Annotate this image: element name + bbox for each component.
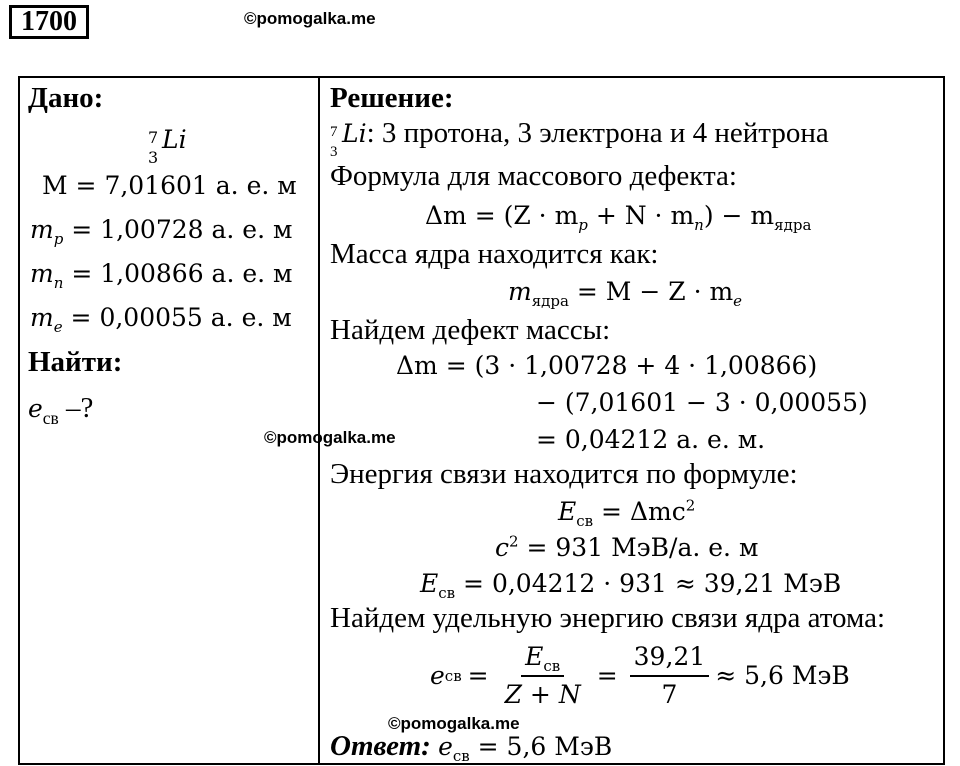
watermark-bottom: ©pomogalka.me: [388, 714, 520, 733]
given-mp: $m_p = 1,00728$ а. е. м: [30, 215, 293, 248]
answer: Ответ: $e_{св} = 5,6$ МэВ: [330, 730, 613, 765]
energy-title: Энергия связи находится по формуле:: [330, 458, 798, 490]
energy-calc: $E_{св} = 0,04212 \cdot 931 \approx 39,21$ МэВ: [420, 569, 842, 602]
energy-formula: $E_{св} = \Delta mc^2$: [558, 496, 696, 530]
given-M: M = 7,01601 а. е. м: [42, 171, 297, 200]
defect-calc-line3: = 0,04212 а. е. м.: [536, 425, 766, 454]
watermark-middle: ©pomogalka.me: [264, 428, 396, 447]
given-mn: $m_n = 1,00866$ а. е. м: [30, 259, 293, 292]
given-isotope: 7 3 Li: [148, 125, 187, 167]
find-defect-title: Найдем дефект массы:: [330, 314, 611, 346]
specific-energy-formula: e св = $\frac{E_{св}}{Z + N}$ = $\frac{39,21}{7}$ ≈ 5,6 МэВ: [430, 642, 850, 709]
defect-calc-line1: Δm = (3 · 1,00728 + 4 · 1,00866): [396, 351, 818, 380]
solution-heading: Решение:: [330, 82, 454, 114]
find-value: $e_{св}$ –?: [28, 392, 94, 428]
defect-formula: $\Delta m = (Z \cdot m_p + N \cdot m_n) - m_{ядра}$: [425, 201, 812, 234]
fraction-symbolic: $\frac{E_{св}}{Z + N}$: [504, 642, 581, 709]
nucleus-mass-title: Масса ядра находится как:: [330, 238, 659, 270]
c-squared: $c^2 = 931$ МэВ/а. е. м: [495, 532, 759, 562]
table-divider: [318, 76, 320, 765]
defect-calc-line2: − (7,01601 − 3 · 0,00055): [536, 388, 868, 417]
solution-line1: 7 3 Li: 3 протона, 3 электрона и 4 нейтрона: [330, 117, 829, 160]
find-heading: Найти:: [28, 346, 123, 378]
specific-energy-title: Найдем удельную энергию связи ядра атома:: [330, 602, 886, 634]
problem-number: 1700: [9, 5, 89, 39]
fraction-numeric: $\frac{39,21}{7}$: [630, 641, 710, 711]
watermark-top: ©pomogalka.me: [244, 9, 376, 28]
given-me: $m_e = 0,00055$ а. е. м: [30, 303, 292, 336]
nucleus-mass-formula: $m_{ядра} = M - Z \cdot m_e$: [508, 277, 743, 310]
defect-formula-title: Формула для массового дефекта:: [330, 160, 737, 192]
given-heading: Дано:: [28, 82, 104, 114]
